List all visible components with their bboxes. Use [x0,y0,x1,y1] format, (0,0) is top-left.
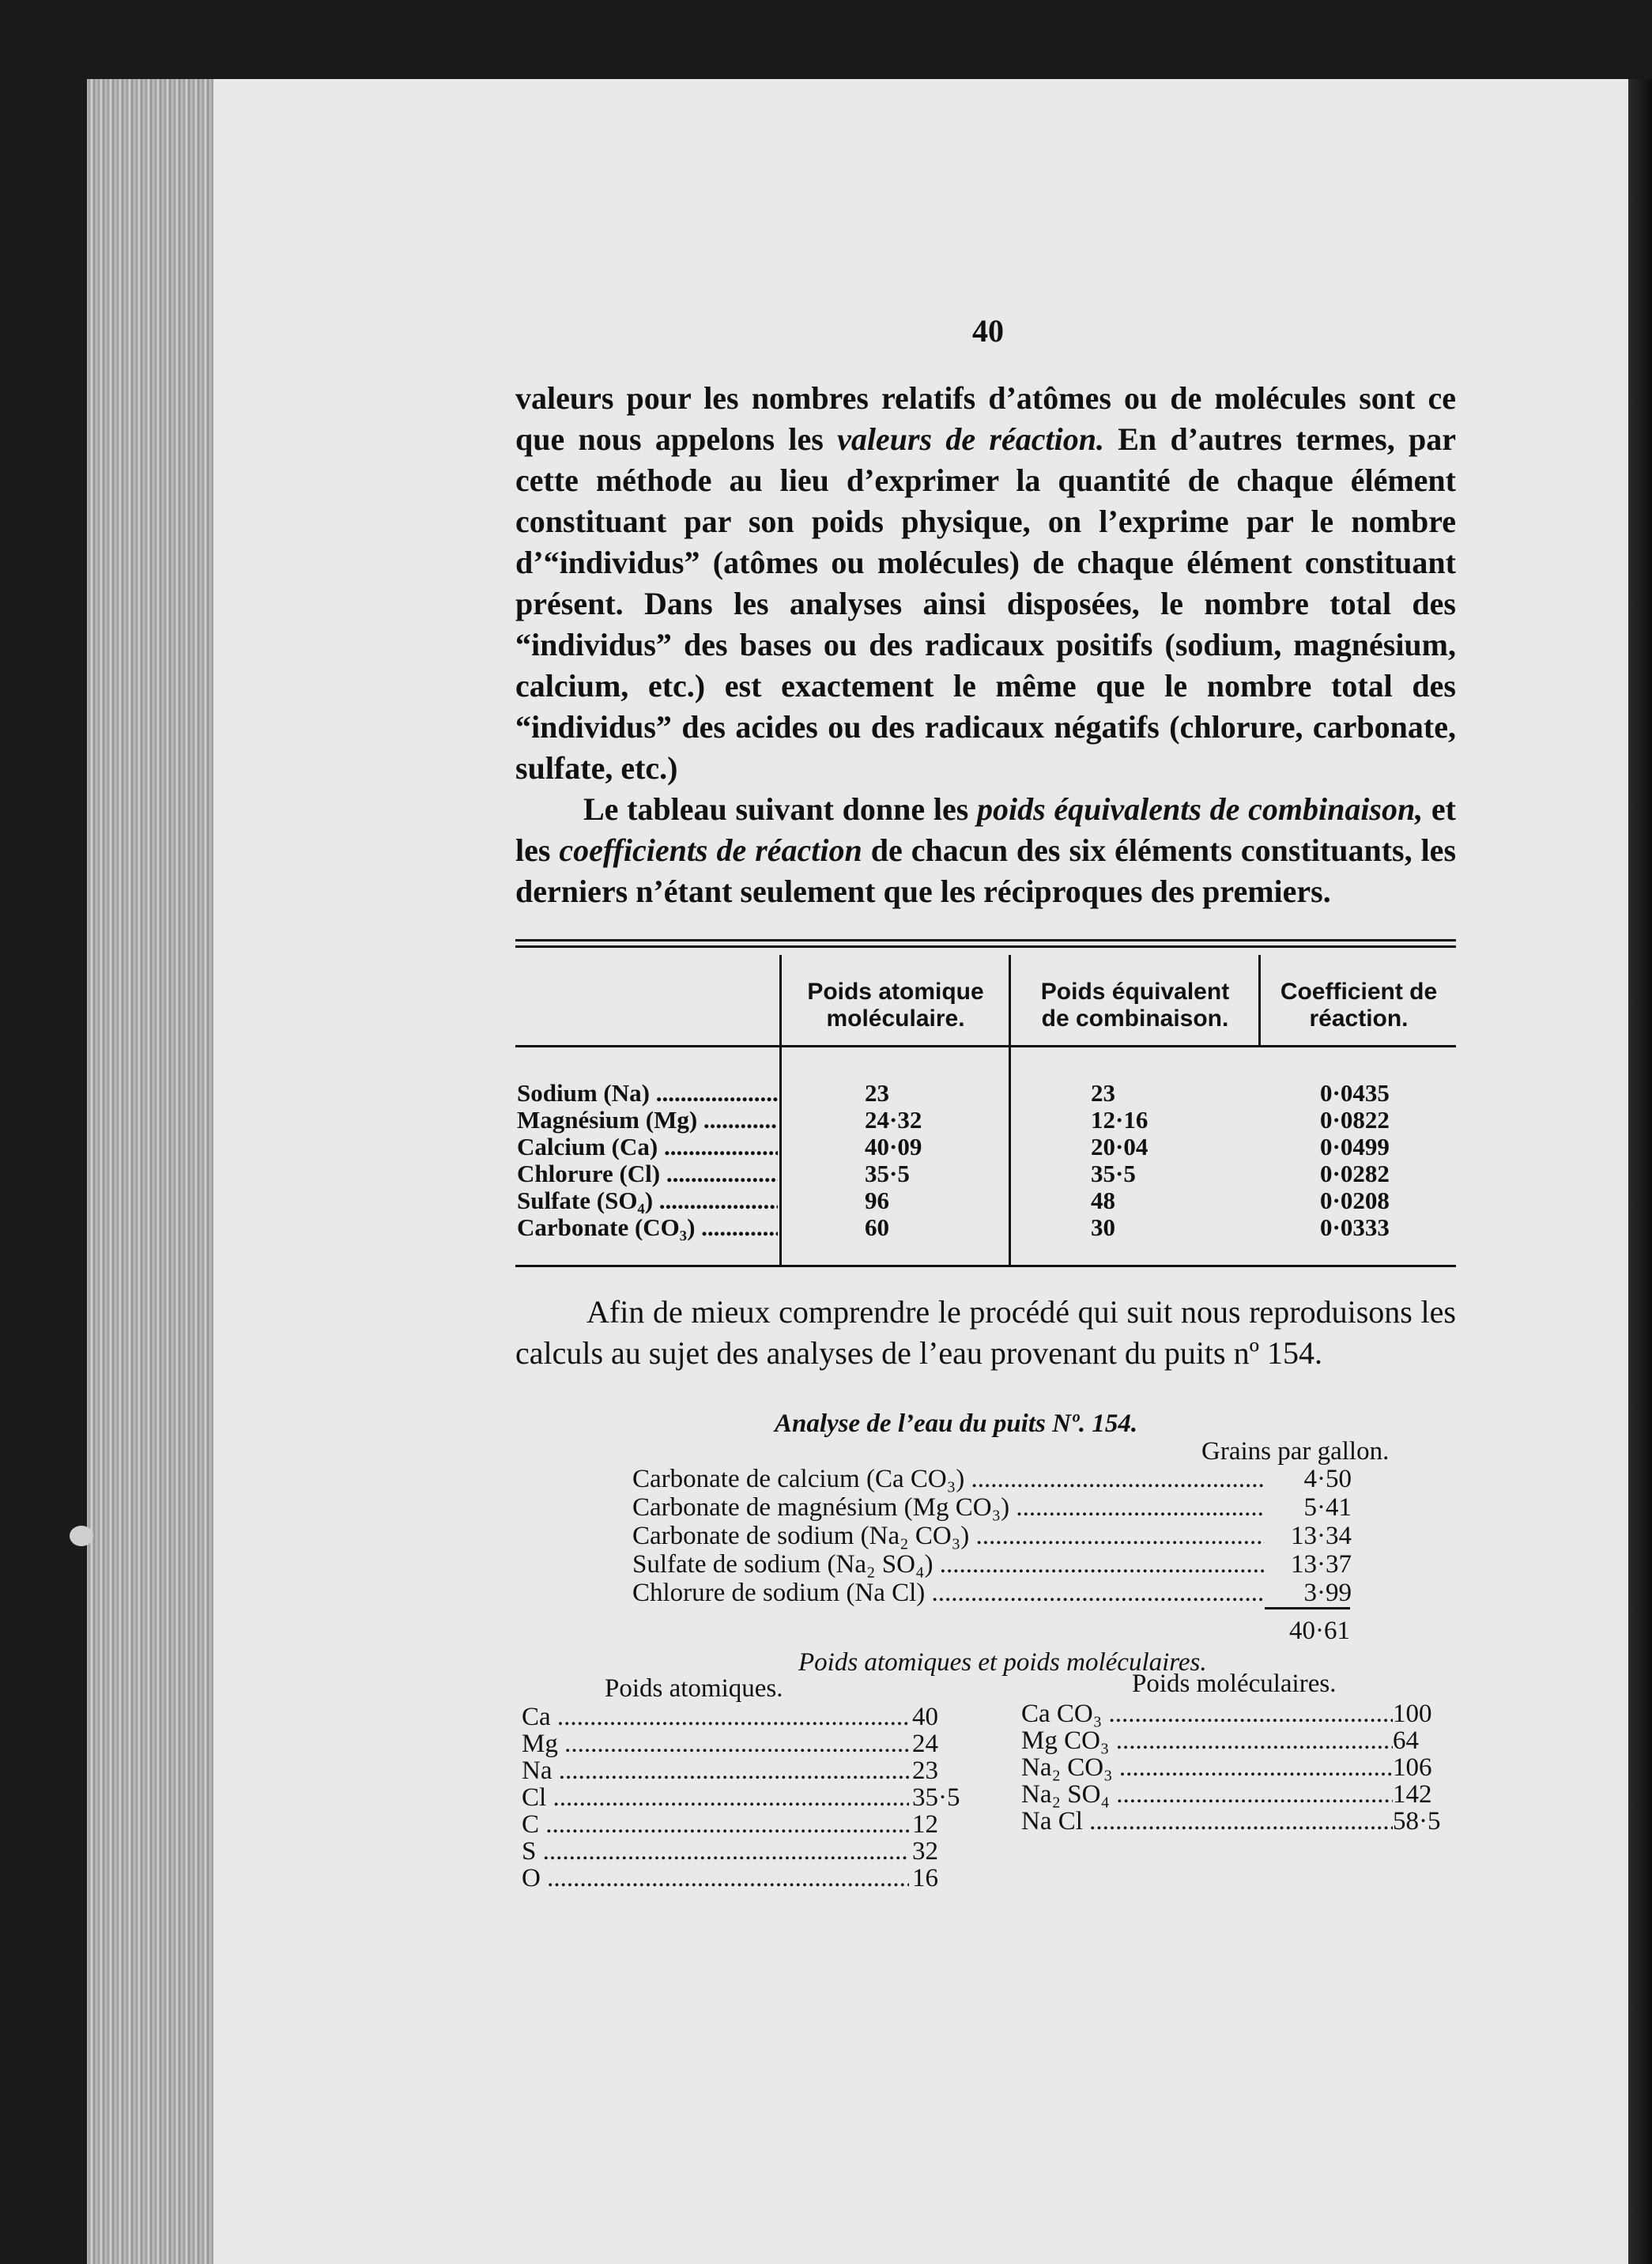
atomic-weight-row: Cl ..... 35·5 [522,1784,964,1811]
table-row: Sodium (Na) ..... 23 23 0·0435 [515,1080,1456,1107]
grains-per-gallon-label: Grains par gallon. [1201,1437,1390,1466]
atomic-weights-header: Poids atomiques. [605,1674,783,1703]
analysis-row: Chlorure de sodium (Na Cl) ..... 3·99 [632,1579,1352,1607]
analysis-total: 40·61 [1289,1617,1350,1645]
molecular-weight-row: Na₂ SO₄ ..... 142 [1021,1781,1480,1808]
paragraph-1: valeurs pour les nombres relatifs d’atômes ou de molécules sont ce que nous appelons les valeurs de réaction. En d’autres termes, par cette méthode au lieu d’exprimer la quantité de chaque élément constituant par son poids physique, on l’exprime par le nombre d’“individus” (atômes ou molécules) de chaque élément constituant présent. Dans les analyses ainsi disposées, le nombre total des “individus” des bases ou des radicaux positifs (sodium, magnésium, calcium, etc.) est exactement le même que le nombre total des “individus” des acides ou des radicaux négatifs (chlorure, carbonate, sulfate, etc.) [515,380,1456,786]
table-bottom-rule [515,1265,1456,1267]
atomic-weight-row: Mg ..... 24 [522,1730,964,1757]
table-header-rule [515,1045,1456,1047]
analysis-row: Carbonate de calcium (Ca CO₃) ..... 4·50 [632,1465,1352,1493]
atomic-weight-row: Na ..... 23 [522,1757,964,1784]
page-number: 40 [972,313,1004,349]
table-row: Magnésium (Mg) ..... 24·32 12·16 0·0822 [515,1107,1456,1134]
table-top-rule-2 [515,945,1456,948]
table-column-divider [1258,955,1261,1045]
page-right-edge [1628,79,1652,2264]
table-row: Calcium (Ca) ..... 40·09 20·04 0·0499 [515,1134,1456,1160]
paragraph-2: Le tableau suivant donne les poids équivalents de combinaison, et les coefficients de réaction de chacun des six éléments constituants, les derniers n’étant seulement que les réciproques des premiers. [515,791,1457,909]
molecular-weight-row: Na Cl ..... 58·5 [1021,1808,1480,1835]
atomic-weight-row: O ..... 16 [522,1865,964,1892]
molecular-weight-row: Na₂ CO₃ ..... 106 [1021,1754,1480,1781]
afin-paragraph: Afin de mieux comprendre le procédé qui suit nous reproduisons les calculs au sujet des analyses de l’eau provenant du puits nº 154. [515,1294,1456,1371]
atomic-weight-row: C ..... 12 [522,1811,964,1838]
header-atomic-weight: Poids atomique moléculaire. [807,979,984,1032]
table-row: Sulfate (SO₄) ..... 96 48 0·0208 [515,1187,1456,1214]
weights-title: Poids atomiques et poids moléculaires. [798,1648,1207,1677]
table-row: Chlorure (Cl) ..... 35·5 35·5 0·0282 [515,1160,1456,1187]
table-top-rule [515,939,1456,941]
atomic-weight-row: Ca ..... 40 [522,1704,964,1730]
header-reaction-coefficient: Coefficient de réaction. [1280,979,1438,1032]
header-equivalent-weight: Poids équivalent de combinaison. [1040,979,1230,1032]
coefficients-table [515,939,1456,1274]
scan-smudge [70,1526,93,1546]
analysis-title: Analyse de l’eau du puits Nº. 154. [775,1409,1138,1438]
analysis-row: Carbonate de magnésium (Mg CO₃) ..... 5·41 [632,1493,1352,1522]
atomic-weight-row: S ..... 32 [522,1838,964,1865]
analysis-row: Carbonate de sodium (Na₂ CO₃) ..... 13·34 [632,1522,1352,1550]
molecular-weights-header: Poids moléculaires. [1132,1670,1337,1698]
body-text [515,378,1456,912]
molecular-weight-row: Ca CO₃ ..... 100 [1021,1700,1480,1727]
book-spine-edge [87,79,213,2264]
sum-rule [1265,1607,1350,1609]
analysis-row: Sulfate de sodium (Na₂ SO₄) ..... 13·37 [632,1550,1352,1579]
table-row: Carbonate (CO₃) ..... 60 30 0·0333 [515,1214,1456,1241]
molecular-weight-row: Mg CO₃ ..... 64 [1021,1727,1480,1754]
